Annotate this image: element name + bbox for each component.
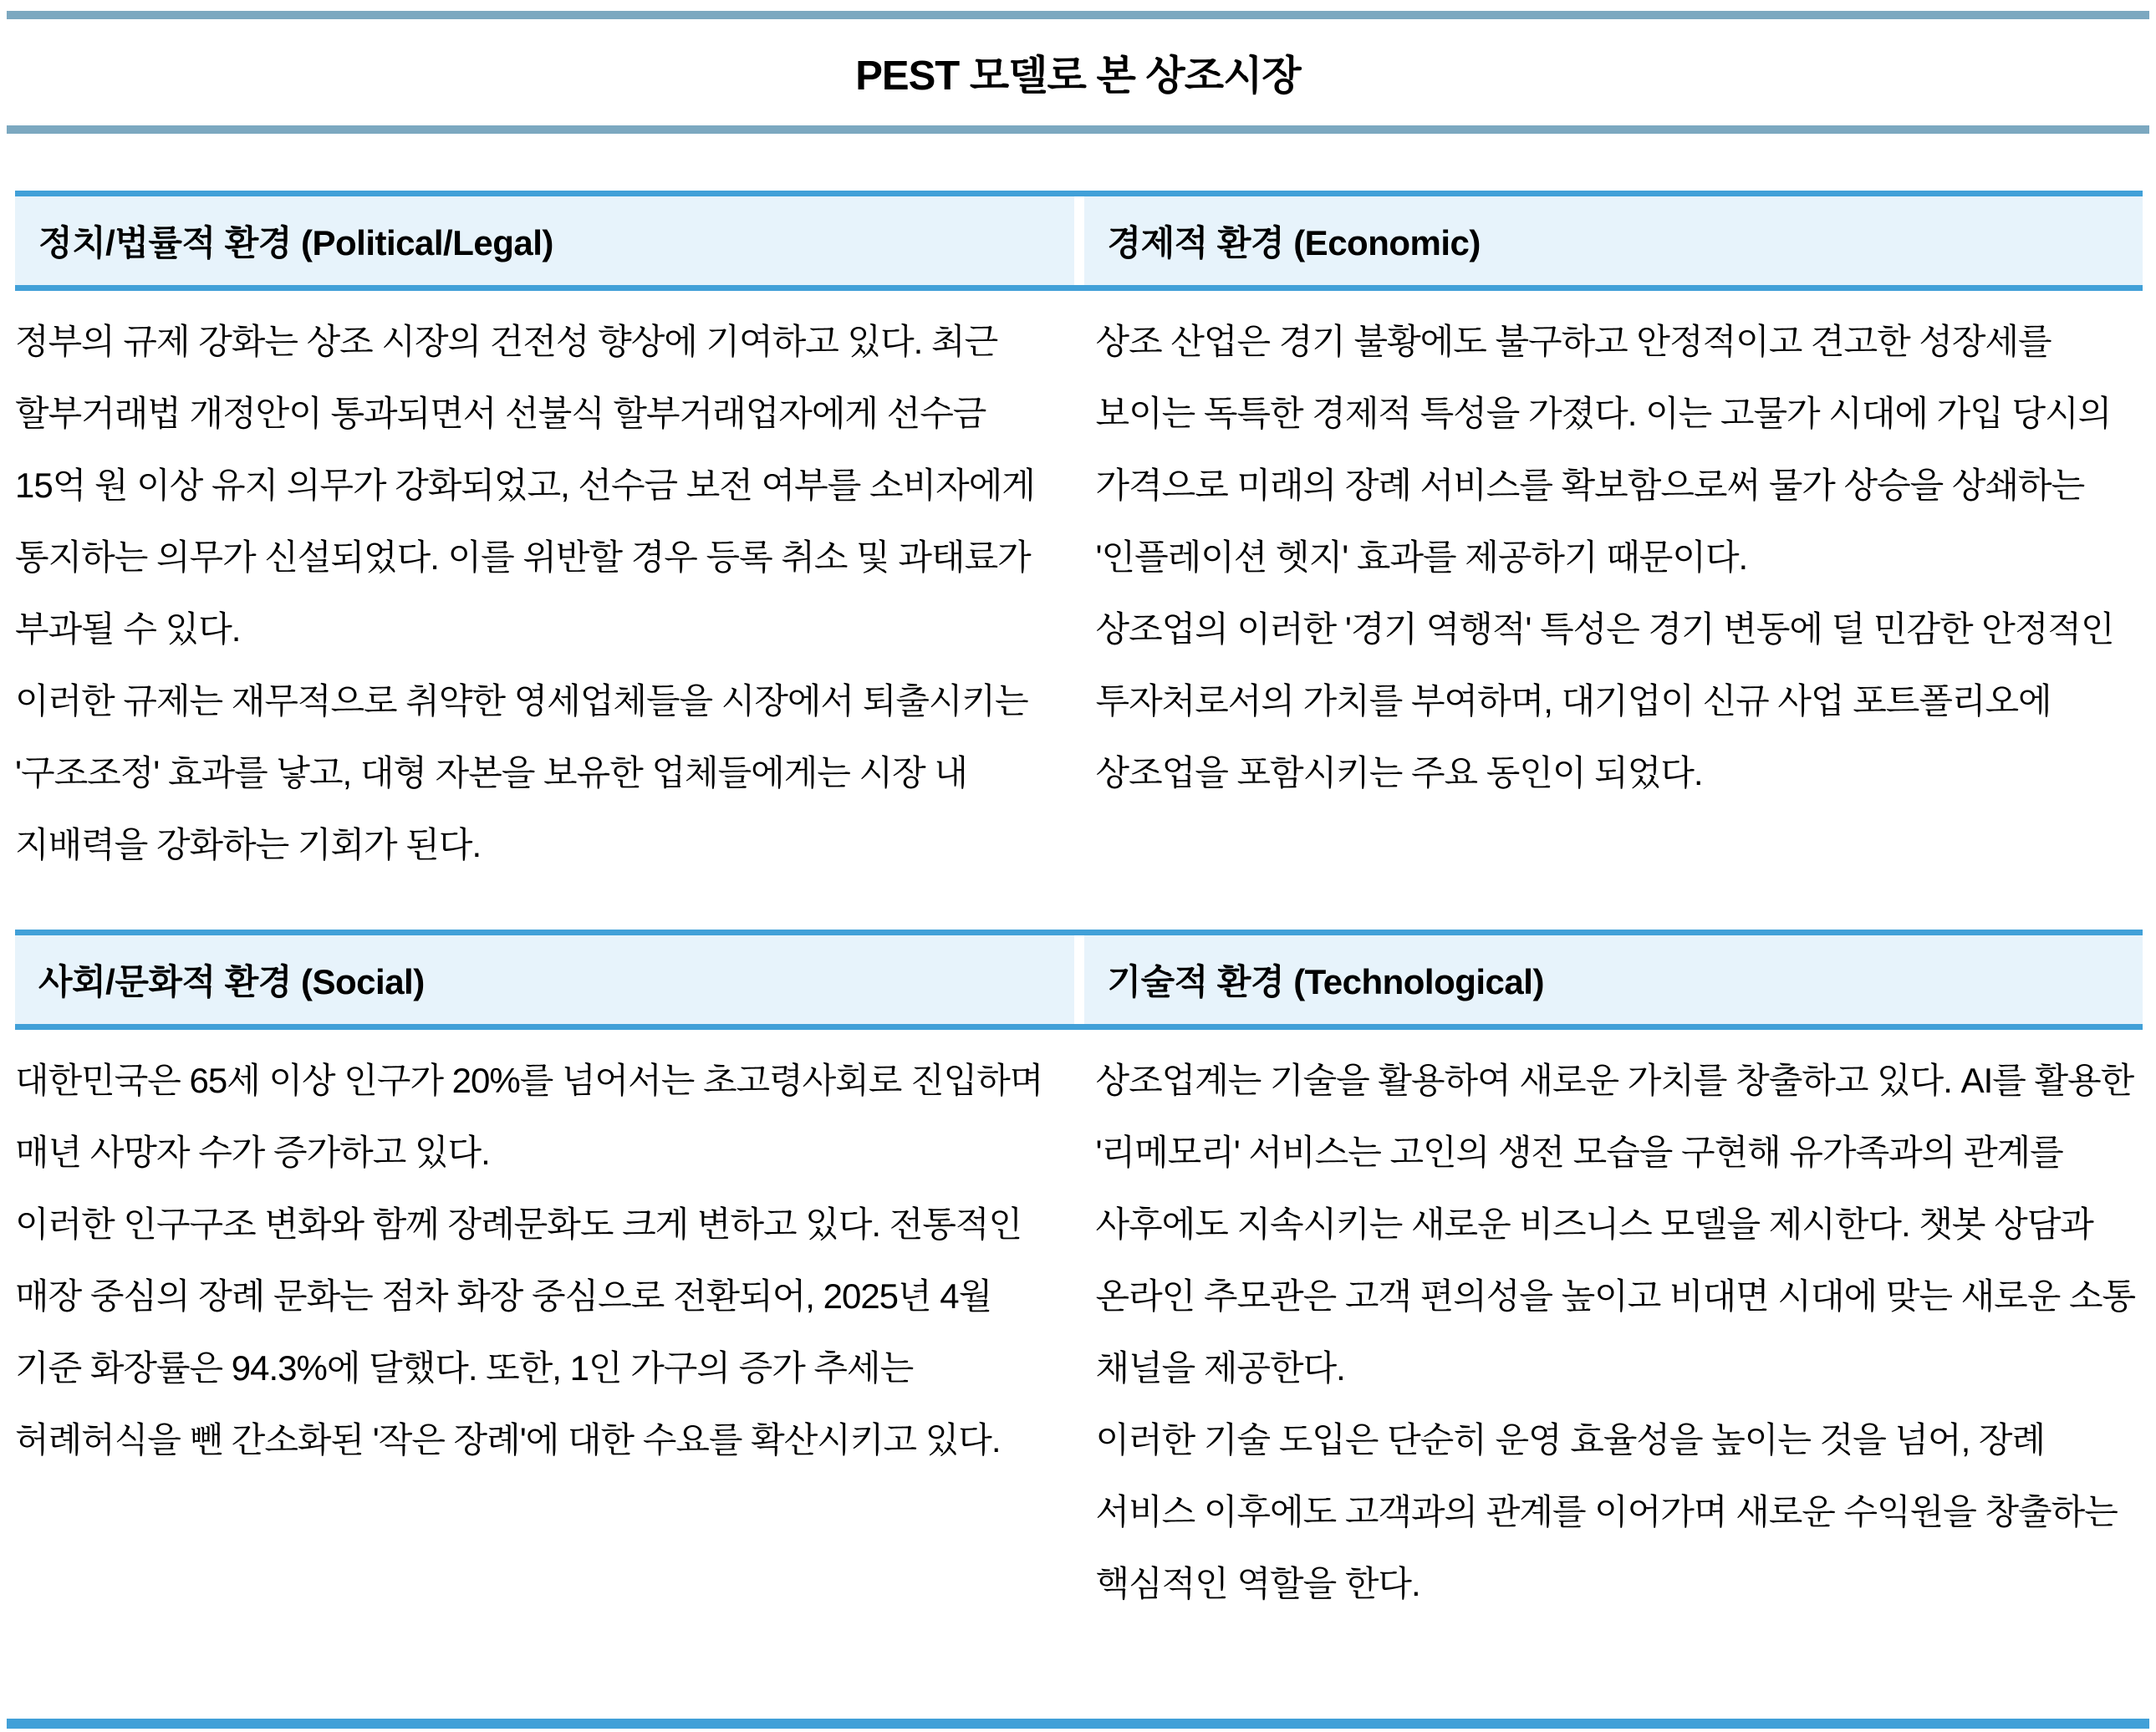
paragraph: 상조업의 이러한 '경기 역행적' 특성은 경기 변동에 덜 민감한 안정적인 투자처로서의 가치를 부여하며, 대기업이 신규 사업 포트폴리오에 상조업을 포함시키는 주요 동인이 되었다.: [1095, 609, 2114, 792]
bottom-divider-bar: [7, 1719, 2149, 1729]
section-row-political-economic: [15, 191, 2143, 881]
header-social: 사회/문화적 환경 (Social): [15, 935, 1074, 1024]
section-header-band: [15, 930, 2143, 1030]
header-economic: 경제적 환경 (Economic): [1084, 196, 2143, 285]
paragraph: 상조 산업은 경기 불황에도 불구하고 안정적이고 견고한 성장세를 보이는 독특한 경제적 특성을 가졌다. 이는 고물가 시대에 가입 당시의 가격으로 미래의 장례 서비스를 확보함으로써 물가 상승을 상쇄하는 '인플레이션 헷지' 효과를 제공하기 때문이다.: [1095, 322, 2112, 577]
paragraph: 이러한 기술 도입은 단순히 운영 효율성을 높이는 것을 넘어, 장례 서비스 이후에도 고객과의 관계를 이어가며 새로운 수익원을 창출하는 핵심적인 역할을 한다.: [1095, 1420, 2118, 1603]
top-divider-bar: [7, 11, 2149, 19]
section-body-band: [15, 1030, 2143, 1620]
section-body-band: [15, 291, 2143, 881]
paragraph: 정부의 규제 강화는 상조 시장의 건전성 향상에 기여하고 있다. 최근 할부거래법 개정안이 통과되면서 선불식 할부거래업자에게 선수금 15억 원 이상 유지 의무가 강화되었고, 선수금 보전 여부를 소비자에게 통지하는 의무가 신설되었다. 이를 위반할 경우 등록 취소 및 과태료가 부과될 수 있다.: [15, 322, 1035, 649]
body-technological: [1096, 1045, 2143, 1620]
title-row: [0, 19, 2156, 125]
body-social: [15, 1045, 1063, 1620]
paragraph: 이러한 규제는 재무적으로 취약한 영세업체들을 시장에서 퇴출시키는 '구조조정' 효과를 낳고, 대형 자본을 보유한 업체들에게는 시장 내 지배력을 강화하는 기회가 된다.: [15, 681, 1028, 864]
header-political-legal: 정치/법률적 환경 (Political/Legal): [15, 196, 1074, 285]
body-economic: [1096, 306, 2143, 881]
pest-grid: [15, 191, 2143, 1620]
section-header-band: [15, 191, 2143, 291]
header-technological: 기술적 환경 (Technological): [1084, 935, 2143, 1024]
paragraph: 대한민국은 65세 이상 인구가 20%를 넘어서는 초고령사회로 진입하며 매년 사망자 수가 증가하고 있다.: [15, 1061, 1043, 1172]
body-political-legal: [15, 306, 1063, 881]
paragraph: 상조업계는 기술을 활용하여 새로운 가치를 창출하고 있다. AI를 활용한 '리메모리' 서비스는 고인의 생전 모습을 구현해 유가족과의 관계를 사후에도 지속시키는 새로운 비즈니스 모델을 제시한다. 챗봇 상담과 온라인 추모관은 고객 편의성을 높이고 비대면 시대에 맞는 새로운 소통 채널을 제공한다.: [1095, 1061, 2136, 1388]
section-row-social-technological: [15, 930, 2143, 1620]
page-title: PEST 모델로 본 상조시장: [855, 53, 1301, 99]
paragraph: 이러한 인구구조 변화와 함께 장례문화도 크게 변하고 있다. 전통적인 매장 중심의 장례 문화는 점차 화장 중심으로 전환되어, 2025년 4월 기준 화장률은 94.3%에 달했다. 또한, 1인 가구의 증가 추세는 허례허식을 뺀 간소화된 '작은 장례'에 대한 수요를 확산시키고 있다.: [15, 1205, 1022, 1459]
title-underline-bar: [7, 125, 2149, 134]
